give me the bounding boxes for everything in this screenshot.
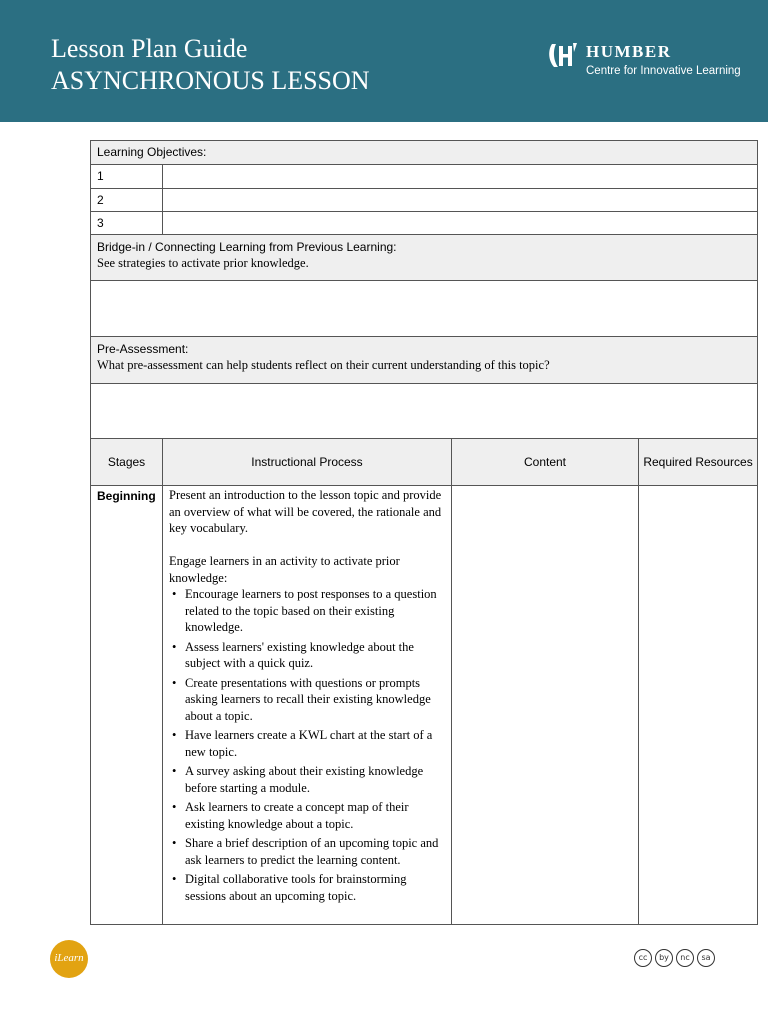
list-item: • Encourage learners to post responses to a question related to the topic based on their existing knowledge. bbox=[185, 586, 445, 636]
sharealike-icon: sa bbox=[697, 949, 715, 967]
list-item: • A survey asking about their existing knowledge before starting a module. bbox=[185, 763, 445, 796]
doc-title: Lesson Plan Guide bbox=[51, 34, 248, 63]
bridge-in-description: See strategies to activate prior knowledge. bbox=[97, 256, 309, 270]
list-item: • Create presentations with questions or prompts asking learners to recall their existing knowledge about a topic. bbox=[185, 675, 445, 725]
objective-input-1[interactable] bbox=[163, 165, 758, 189]
list-item: • Digital collaborative tools for brainstorming sessions about an upcoming topic. bbox=[185, 871, 445, 904]
page-header bbox=[0, 0, 768, 122]
list-item: • Have learners create a KWL chart at the start of a new topic. bbox=[185, 727, 445, 760]
resources-beginning-input[interactable] bbox=[639, 486, 758, 925]
column-header-instructional-process: Instructional Process bbox=[163, 439, 452, 486]
objective-number: 1 bbox=[91, 165, 163, 189]
noncommercial-icon: nc bbox=[676, 949, 694, 967]
stage-beginning: Beginning bbox=[91, 486, 163, 925]
bridge-in-input[interactable] bbox=[91, 281, 758, 337]
attribution-icon: by bbox=[655, 949, 673, 967]
instructional-process-beginning bbox=[163, 486, 452, 925]
pre-assessment-header bbox=[91, 337, 758, 384]
pre-assessment-input[interactable] bbox=[91, 384, 758, 439]
column-header-stages: Stages bbox=[91, 439, 163, 486]
cc-icon: cc bbox=[634, 949, 652, 967]
column-header-required-resources: Required Resources bbox=[639, 439, 758, 486]
list-item: • Assess learners' existing knowledge about the subject with a quick quiz. bbox=[185, 639, 445, 672]
objective-input-2[interactable] bbox=[163, 189, 758, 212]
objectives-header bbox=[91, 141, 758, 165]
objective-number: 2 bbox=[91, 189, 163, 212]
objective-input-3[interactable] bbox=[163, 212, 758, 235]
list-item: • Share a brief description of an upcoming topic and ask learners to predict the learning content. bbox=[185, 835, 445, 868]
intro-paragraph: Present an introduction to the lesson topic and provide an overview of what will be covered, the rationale and key vocabulary. bbox=[169, 488, 442, 535]
lesson-plan-table bbox=[90, 140, 758, 925]
column-header-content: Content bbox=[452, 439, 639, 486]
bridge-in-title: Bridge-in / Connecting Learning from Previous Learning: bbox=[97, 240, 397, 254]
ilearn-logo: iLearn bbox=[50, 940, 88, 978]
creative-commons-license bbox=[634, 949, 715, 969]
brand-subtitle: Centre for Innovative Learning bbox=[586, 65, 741, 77]
list-item: • Ask learners to create a concept map of their existing knowledge about a topic. bbox=[185, 799, 445, 832]
bridge-in-header bbox=[91, 235, 758, 281]
pre-assessment-description: What pre-assessment can help students reflect on their current understanding of this topic? bbox=[97, 358, 550, 372]
content-beginning-input[interactable] bbox=[452, 486, 639, 925]
engage-paragraph: Engage learners in an activity to activate prior knowledge: bbox=[169, 554, 400, 585]
pre-assessment-title: Pre-Assessment: bbox=[97, 342, 189, 356]
humber-logo-icon bbox=[546, 40, 580, 70]
activity-list bbox=[169, 586, 445, 904]
objective-number: 3 bbox=[91, 212, 163, 235]
objectives-label: Learning Objectives: bbox=[97, 145, 207, 159]
doc-subtitle: ASYNCHRONOUS LESSON bbox=[51, 66, 370, 95]
brand-name: HUMBER bbox=[586, 42, 672, 61]
